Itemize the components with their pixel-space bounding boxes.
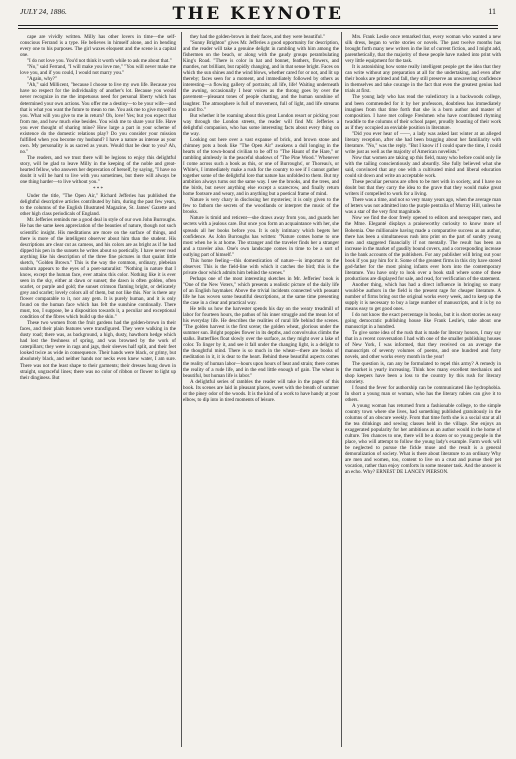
article-paragraph: "Again, why?" bbox=[27, 76, 57, 83]
header-rule bbox=[18, 25, 498, 26]
article-paragraph: The question is, can any be formulated to repel this army? A remedy in the market is yearly increasing. Think how many excellent mechanics and shop keepers have been a loss to the country by this rush for literary notoriety. bbox=[345, 360, 501, 385]
article-paragraph: they had the golden-brown in their faces, and they were beautiful." bbox=[190, 34, 325, 40]
article-paragraph: "Sunny Brighton" gives Mr. Jefferies a good opportunity for description, and the reader will take a genuine delight in rambling with him among the fishermen on the beach, or along with the gaudy groups perambulating King's Road. "There is color in hat and bonnet, feathers, flowers, and mantles, not brilliant, but rapidly changing, and in that sense bright. Faces on which the sun shines and the wind blows, whether cared for or not, and lit up thereby; faces seen for a moment, and immediately followed by others as interesting—a flowing gallery of portraits; all life, life! Waiting underneath the awning, occasionally I hear voices as the throng goes by over the pavement—pleasant tones of people chatting, and the human sunshine of laughter. The atmosphere is full of movement, full of light, and life streams to and fro." bbox=[183, 40, 339, 113]
section-separator: * * * bbox=[92, 186, 104, 193]
article-paragraph: There was a time, and not so very many years ago, when the average man of letters was not admitted into the purple pentralia of Murray Hill, unless he was a star of the very first magnitude. bbox=[345, 197, 501, 216]
article-paragraph: A delightful series of rambles the reader will take in the pages of this book. Its scenes are laid in pleasant places, sweet with the breath of summer or the piney odor of the woods. It is the kind of a work to have handy at your elbow, to dip into in tired moments of leisure. bbox=[183, 378, 339, 403]
article-paragraph: This home feeling—this domestication of nature—is important to the observer. This is the field-line with which it catches the bird; this is the private door which admits him behind the scenes." bbox=[183, 257, 339, 276]
article-paragraph: Looking out here over a vast expanse of brick, and brown stone and chimney pots a book like "The Open Air" awakens a dull longing in the hearts of the town-bound civilian to be off to "The Haunt of the Hare," or rambling aimlessly in the peaceful shadows of "The Pine Wood." Whenever I come across such a book as this, or one of Burroughs', or Thoreau's, or White's, I immediately make a rush for the country to see if I cannot gather together some of the delightful lore that nature has unfolded to them. But my ambition always turns out the same way. I see the brooks, and the trees, and the birds, but never anything else except a scarecrow, and finally return home footsore and weary, and in anything but a poetical frame of mind. bbox=[183, 136, 339, 198]
article-paragraph: Mr. Jefferies reminds me a good deal in style of our own John Burroughs. He has the same keen appreciation of the beauties of nature, though not such scientific insight. His meditations are more on the surface of things, and there is more of the intelligent observer about him than the student. His descriptions are clear cut as cameos, and his colors are as bright as if he had dipped his pen in the sunsets he writes about so poetically. I have never read anything like his description of the three fine pictures in that quaint little sketch, "Golden Brown." This is the way the common, ordinary, plebeian sunburn appears to the eyes of a poet-naturalist: "Nothing in nature that I know, except the human face, ever attains this color. Nothing like it is ever seen in the sky, either at dawn or sunset; the dawn is often golden, often scarlet, or purple and gold; the sunset crimson flaming bright, or delicately grey and scarlet; lovely colors all of them, but not like this. Nor is there any flower comparable to it, nor any gem. It is purely human, and it is only found on the human face which has felt the sunshine continually. There must, too, I suppose, be a disposition towards it, a peculiar and exceptional condition of the fibres which build up the skin." bbox=[20, 217, 176, 321]
article-paragraph: It is astonishing how some really intelligent people get the idea that they can write without any preparation at all for the undertaking, and even after their books are printed and fall, they still preserve an unwavering confidence in themselves and take courage in the fact that even the greatest genius had trials at first. bbox=[345, 64, 501, 95]
article-paragraph: The young lady who has read the valedictory in a backwoods college, and been commended for it by her professors, doubtless has immediately imagines from that time forth that she is a born author and master of composition. I have met college Freshmen who have contributed rhyming twaddle to the columns of their school paper, proudly boasting of their work as if they occupied an enviable position in literature. bbox=[345, 94, 501, 131]
article-paragraph: Mrs. Frank Leslie once remarked that, every woman who wanted a new silk dress, began to write stories or novels. The past twelve months has brought forth many new writers in the list of current fiction, and I might add, parenthetically, that the majority of these people have rushed into print with very little equipment for the task. bbox=[345, 34, 501, 65]
article-paragraph: But whether it be roaming about this great London resort or picking your way through the London streets, the reader will find Mr. Jefferies a delightful companion, who has some interesting facts about every thing on the way. bbox=[183, 112, 339, 137]
article-paragraph: To give some idea of the rush that is made for literary honors, I may say that in a recent conversation I had with one of the smaller publishing houses of New York, I was informed, that they received on an average the manuscripts of seventy volumes of poems, and one hundred and forty novels, and other works every month in the year! bbox=[345, 330, 501, 361]
header-rule-thin bbox=[18, 28, 498, 29]
article-paragraph: Now we find the door freely opened to editors and newspaper men, and the Mme. Eleganté displays a praiseworthy curiosity to know more of Bohemia. One millionaire having made a comparative success as an author, there has been a simultaneous rush into print on the part of sundry young men and staggered financially if not mentally. The result has been an increase in the market of gaudily bound covers, and a corresponding increase in the bank accounts of the publishers. For any publisher will bring out your book if you pay him for it. Some of the greatest firms in this city have stored god-father for the most pining infants ever born into the contemporary literature. You have only to look over a book stall where some of these productions are displayed for sale, and read, for verification of the statement. bbox=[345, 215, 501, 282]
article-paragraph: Nature is very chary in disclosing her mysteries; it is only given to the few to fathom the secrets of the woodlands or interpret the music of the brooks. bbox=[183, 197, 339, 216]
article-paragraph: "Ah," said Millicent, "because I choose to live my own life. Because you have no respect for the individuality of another's lot. Because you would never recognize in me the impetuous need for personal liberty which has determined your own actions. You offer me a destiny—to be your wife—and that is what you want the future to mean to me. You ask me to give myself to you. What will you give to me in return? Oh, love! Yes; but you expect that from me, and how much else besides. You wish me to share your life. Have you ever thought of sharing mine? How large a part in your scheme of existence do the domestic relations play? Do you consider your mission fulfilled when you become my husband? I have a nature as intense as your own. My personality is as sacred as yours. Would that be dear to you? Ah, no." bbox=[20, 82, 176, 155]
article-paragraph: Another thing, which has had a direct influence in bringing so many would-be authors in the field is the present rage for cheaper literature. A number of firms bring out the original works every week, and to keep up the supply it is necessary to buy a large number of manuscripts, and it is by no means easy to get good ones. bbox=[345, 281, 501, 313]
article-paragraph: The readers, and we trust there will be legions to enjoy this delightful story, will be glad to leave Milly in the keeping of the noble and great-hearted fellow, who answers her deprecation of herself, by saying, "I have no doubt it will be hard to live with you sometimes, but there will always be one thing harder—to live without you." bbox=[20, 154, 176, 186]
page-number: 11 bbox=[488, 7, 496, 16]
column-right bbox=[345, 34, 501, 754]
masthead-title: THE KEYNOTE bbox=[172, 4, 344, 24]
column-divider bbox=[181, 32, 182, 747]
article-paragraph: These peculiar persons are often to be met with in society, and I have no doubt but that they carry the idea to the grave that they would make great writers if compelled to work for a living. bbox=[345, 179, 501, 198]
article-paragraph: "No," said Ferrand, "I will make you love me," "You will never make me love you, and if you could, I would not marry you." bbox=[20, 64, 176, 77]
article-paragraph: He tells us how the harvester spends his day on the weary treadmill of labor for fourteen hours, the pathos of his inner struggle and the mean lot of his everyday life. He describes the realities of rural life behind the scenes. "The golden harvest is the first scene; the golden wheat, glorious under the summer sun. Bright poppies flower in its depths, and convolvulus climbs the stalks. Butterflies float slowly over the surface, as they might over a lake of color. To linger by it, and see it fall under the changing light, is a delight to the thoughtful mind. There is so much in the wheat—there are books of meditation in it, it is dear to the heart. Behind these beautiful aspects comes the reality of human labor—hours upon hours of heat and strain; there comes the reality of a rude life, and in the end little enough of gain. The wheat is beautiful, but human life is labor." bbox=[183, 306, 339, 379]
article-paragraph: "I do not love you. You'd not think it worth while to ask me about that." bbox=[27, 58, 172, 65]
issue-date: JULY 24, 1886. bbox=[20, 7, 67, 16]
article-paragraph: I do not know the exact percentage in books, but it is short stories as easy going democratic publishing house like Frank Leslie's, take about one manuscript in a hundred. bbox=[345, 312, 501, 331]
article-paragraph: Now that women are taking up this field, many who before could only lie with the tailing conscientiously and absurdly. She fully believed what she said, convinced that any one with a cultivated mind and liberal education could sit down and write an acceptable work. bbox=[345, 154, 501, 180]
article-paragraph: I found the fever for authorship can be communicated like hydrophobia. In short a young man or woman, who has the literary rabies can give it to others. bbox=[345, 384, 501, 403]
column-left bbox=[20, 34, 176, 754]
article-paragraph: cape are vividly written. Milly has other lovers in time—the self-conscious Ferrand is a type. He believes in himself alone, and in bending every one to his purposes. The girl waxes eloquent and the scene is a capital one. bbox=[20, 34, 176, 59]
column-middle bbox=[183, 34, 339, 754]
article-paragraph: Under the title, "The Open Air," Richard Jefferies has published the delightful descriptive articles contributed by him, during the past few years, to the columns of the English Illustrated Magazine, St. James' Gazette and other high class periodicals of England. bbox=[20, 193, 176, 218]
article-paragraph: A young woman has returned from a fashionable college, to the simple country town where she lives, had something published gratuitously in the columns of an obscure weekly. From that time forth she is a social star at all the tea drinkings and sewing classes held in the village. She enjoys an exaggerated popularity for her ambitions as an author would in the home of culture. Ten chances to one, there will be a dozen or so young people in the place, who will attempt to follow the young lady's example. Farm work will be neglected to pursue the fickle muse and the result is a general demoralization of society. What is there about literature to an ordinary Why are men and women, too, content to live on a crust and pursue their pet vocation, rather than enjoy comforts in some meaner task. And the answer is an echo. Why? ERNEST DE LANCEY PIERSON. bbox=[345, 402, 501, 476]
article-paragraph: These two women from the fruit gardens had the golden-brown in their faces, and their plain features were transfigured. They were walking in the dusty road; there was, as background, a high, dusty, hawthorn hedge which had lost the freshness of spring, and was browned by the work of caterpillars; they were in rags and jags, their sleeves half split, and their feet looked twice as wide in consequence. Their hands were black, or grimy, but absolutely black, and neither hands nor necks even knew water, I am sure. There was not the least shape to their garments; their dresses hung down in straight, ungraceful lines; there was no color of ribbon or flower to light up their dinginess. But bbox=[20, 320, 176, 381]
column-divider bbox=[341, 32, 342, 747]
article-paragraph: "Did you ever hear of ——, a lady was asked last winter at an alleged literary reception, after she had been bragging about her familiarity with literature. "No," was the reply. "But I know if I could spare the time, I could write just as well as the majority of American novelists." bbox=[345, 130, 501, 155]
article-paragraph: Nature is timid and reticent—she draws away from you, and guards her secrets with a jealous care. But once you form an acquaintance with her, she spreads all her books before you. It is only intimacy which begets her confidence. As John Burroughs has written: "Nature comes home to one most when he is at home. The stranger and the traveler finds her a stranger and a traveler also. One's own landscape comes in time to be a sort of outlying part of himself." bbox=[183, 215, 339, 258]
article-paragraph: Perhaps one of the most interesting sketches in Mr. Jefferies' book is "One of the New Voters," which presents a realistic picture of the daily life of an English haymaker. Above the trivial incidents connected with peasant life he has woven some beautiful descriptions, at the same time presenting the case in a clear and practical way. bbox=[183, 275, 339, 307]
